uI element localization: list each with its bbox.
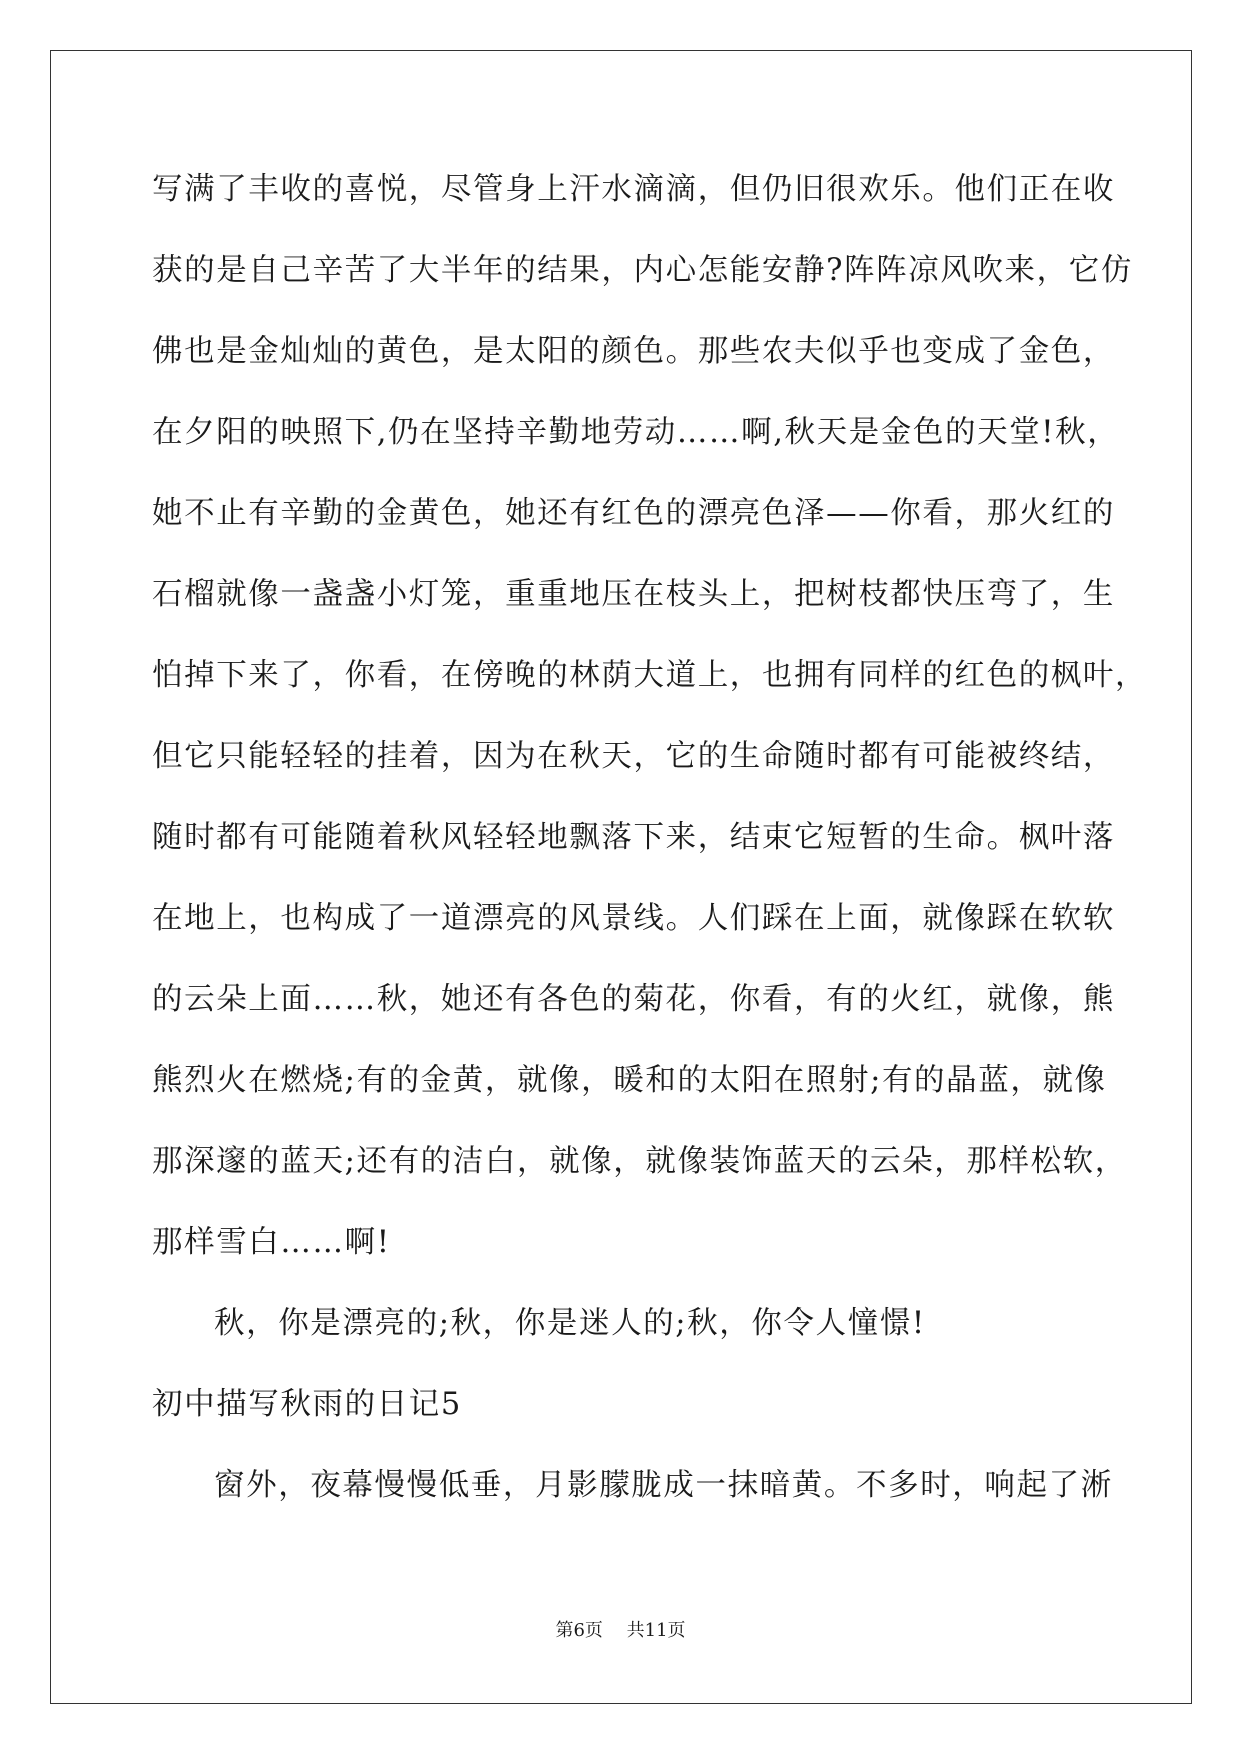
text-line: 在夕阳的映照下,仍在坚持辛勤地劳动……啊,秋天是金色的天堂!秋，: [152, 415, 1120, 450]
page-total: 共11页: [626, 1620, 686, 1641]
text-line: 写满了丰收的喜悦，尽管身上汗水滴滴，但仍旧很欢乐。他们正在收: [152, 172, 1115, 207]
text-line: 获的是自己辛苦了大半年的结果，内心怎能安静?阵阵凉风吹来，它仿: [152, 253, 1133, 288]
text-line: 怕掉下来了，你看，在傍晚的林荫大道上，也拥有同样的红色的枫叶，: [152, 658, 1148, 693]
text-line: 在地上，也构成了一道漂亮的风景线。人们踩在上面，就像踩在软软: [152, 901, 1115, 936]
text-line: 佛也是金灿灿的黄色，是太阳的颜色。那些农夫似乎也变成了金色，: [152, 334, 1115, 369]
text-line: 那深邃的蓝天;还有的洁白，就像，就像装饰蓝天的云朵，那样松软，: [152, 1144, 1127, 1179]
document-body: [152, 155, 1148, 1532]
text-line: 随时都有可能随着秋风轻轻地飘落下来，结束它短暂的生命。枫叶落: [152, 820, 1115, 855]
text-line: 但它只能轻轻的挂着，因为在秋天，它的生命随时都有可能被终结，: [152, 739, 1115, 774]
text-line: 那样雪白……啊!: [152, 1225, 391, 1260]
text-line: 石榴就像一盏盏小灯笼，重重地压在枝头上，把树枝都快压弯了，生: [152, 577, 1115, 612]
text-line: 她不止有辛勤的金黄色，她还有红色的漂亮色泽——你看，那火红的: [152, 496, 1115, 531]
section-heading: 初中描写秋雨的日记5: [152, 1387, 462, 1422]
paragraph-line: 秋，你是漂亮的;秋，你是迷人的;秋，你令人憧憬!: [214, 1306, 926, 1341]
text-line: 的云朵上面……秋，她还有各色的菊花，你看，有的火红，就像，熊: [152, 982, 1115, 1017]
page-footer: [0, 1616, 1241, 1642]
paragraph-line: 窗外，夜幕慢慢低垂，月影朦胧成一抹暗黄。不多时，响起了淅: [214, 1468, 1113, 1503]
text-line: 熊烈火在燃烧;有的金黄，就像，暖和的太阳在照射;有的晶蓝，就像: [152, 1063, 1107, 1098]
page-number: 第6页: [555, 1620, 603, 1641]
